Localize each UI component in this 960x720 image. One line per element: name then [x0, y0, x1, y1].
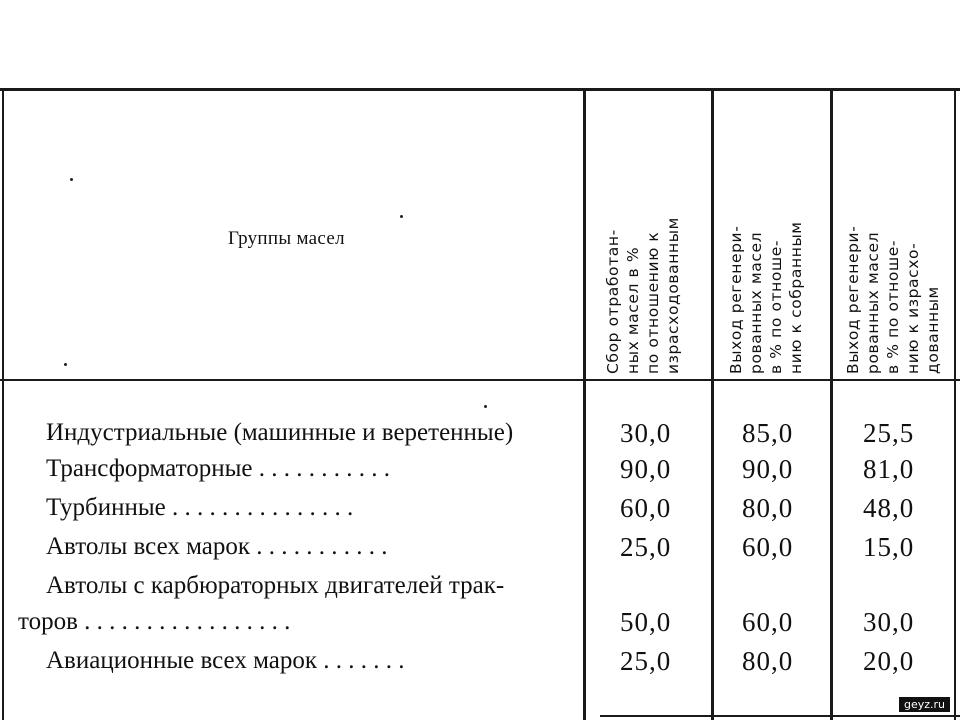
cell-yield-collected: 80,0	[742, 646, 794, 676]
cell-yield-consumed: 15,0	[863, 532, 915, 562]
row-label: Автолы с карбюраторных двигателей трак-	[46, 572, 505, 599]
table-row	[0, 568, 960, 604]
row-label: Автолы всех марок . . . . . . . . . . .	[46, 533, 388, 560]
scan-speck	[70, 178, 73, 181]
cell-yield-consumed: 30,0	[863, 607, 915, 637]
scan-speck	[400, 215, 403, 218]
header-separator-rule	[0, 379, 960, 381]
cell-yield-consumed: 48,0	[863, 493, 915, 523]
row-label: Авиационные всех марок . . . . . . .	[46, 647, 405, 674]
table-row	[0, 604, 960, 640]
cell-collection: 25,0	[620, 646, 672, 676]
header-oil-groups: Группы масел	[228, 228, 345, 249]
table-row	[0, 451, 960, 487]
cell-yield-collected: 60,0	[742, 532, 794, 562]
cell-yield-consumed: 25,5	[863, 418, 915, 448]
table-row	[0, 415, 960, 451]
row-label: Турбинные . . . . . . . . . . . . . . .	[46, 494, 354, 521]
table-row	[0, 529, 960, 565]
table-bottom-rule	[600, 715, 960, 717]
table-top-rule	[0, 88, 960, 91]
row-label: Индустриальные (машинные и веретенные)	[46, 419, 514, 446]
cell-yield-consumed: 20,0	[863, 646, 915, 676]
row-label: Трансформаторные . . . . . . . . . . .	[46, 455, 390, 482]
cell-yield-collected: 90,0	[742, 454, 794, 484]
header-collection-percent: Сбор отработан- ных масел в % по отношению к израсходованным	[604, 217, 682, 374]
cell-yield-collected: 85,0	[742, 418, 794, 448]
header-yield-of-consumed: Выход регенери- рованных масел в % по отноше- нию к израсхо- дованным	[844, 225, 942, 374]
cell-collection: 60,0	[620, 493, 672, 523]
cell-collection: 50,0	[620, 607, 672, 637]
header-yield-of-collected: Выход регенери- рованных масел в % по отноше- нию к собранным	[727, 221, 805, 374]
cell-yield-consumed: 81,0	[863, 454, 915, 484]
scan-speck	[484, 405, 487, 408]
cell-collection: 30,0	[620, 418, 672, 448]
cell-yield-collected: 60,0	[742, 607, 794, 637]
cell-yield-collected: 80,0	[742, 493, 794, 523]
cell-collection: 90,0	[620, 454, 672, 484]
scan-speck	[64, 363, 67, 366]
table-row	[0, 643, 960, 679]
site-watermark: geyz.ru	[899, 697, 950, 712]
cell-collection: 25,0	[620, 532, 672, 562]
table-row	[0, 490, 960, 526]
row-label: торов . . . . . . . . . . . . . . . . .	[18, 608, 291, 635]
